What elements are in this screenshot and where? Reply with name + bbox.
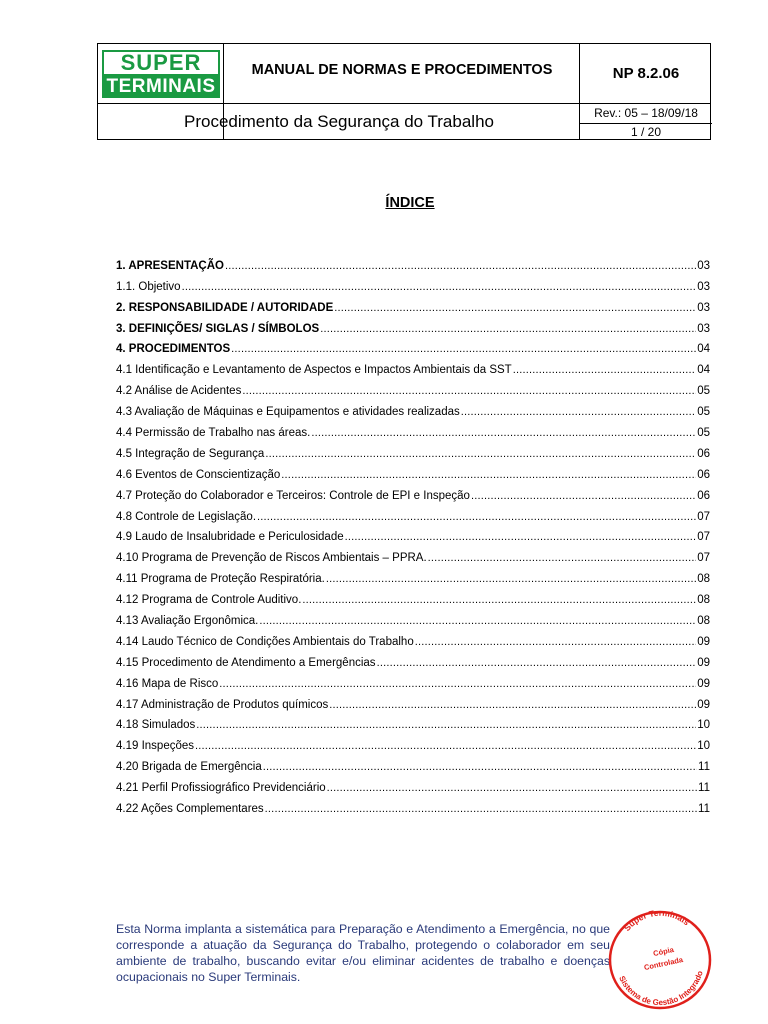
toc-leader-dots	[377, 656, 697, 670]
toc-entry-label: 4.15 Procedimento de Atendimento a Emergências	[116, 656, 376, 669]
toc-entry[interactable]	[116, 795, 710, 816]
toc-entry[interactable]	[116, 461, 710, 482]
footer-description: Esta Norma implanta a sistemática para Preparação e Atendimento a Emergência, no que corresponde a atuação da Segurança do Trabalho, protegendo o colaborador em seu ambiente de trabalho, buscando evitar e/ou eliminar acidentes de trabalho e doenças ocupacionais no Super Terminais.	[116, 922, 610, 984]
toc-entry[interactable]	[116, 440, 710, 461]
toc-leader-dots	[329, 698, 696, 712]
toc-entry-page: 05	[697, 406, 710, 419]
toc-entry[interactable]	[116, 252, 710, 273]
toc-leader-dots	[225, 259, 696, 273]
toc-leader-dots	[345, 530, 697, 544]
toc-leader-dots	[219, 677, 696, 691]
toc-entry-label: 4.21 Perfil Profissiográfico Previdenciário	[116, 782, 326, 795]
toc-entry-label: 4.9 Laudo de Insalubridade e Periculosidade	[116, 531, 344, 544]
toc-entry[interactable]	[116, 419, 710, 440]
toc-entry-label: 3. DEFINIÇÕES/ SIGLAS / SÍMBOLOS	[116, 322, 320, 335]
toc-entry-label: 4.5 Integração de Segurança	[116, 447, 265, 460]
toc-leader-dots	[428, 551, 697, 565]
toc-entry[interactable]	[116, 753, 710, 774]
toc-entry-label: 4. PROCEDIMENTOS	[116, 343, 231, 356]
toc-entry-page: 08	[697, 573, 710, 586]
toc-leader-dots	[281, 468, 696, 482]
toc-entry[interactable]	[116, 691, 710, 712]
toc-entry-page: 05	[697, 427, 710, 440]
toc-leader-dots	[302, 593, 696, 607]
toc-leader-dots	[334, 301, 696, 315]
toc-entry[interactable]	[116, 336, 710, 357]
toc-entry-page: 03	[697, 301, 710, 314]
toc-leader-dots	[231, 342, 696, 356]
toc-leader-dots	[513, 363, 696, 377]
toc-entry-page: 07	[697, 531, 710, 544]
company-logo	[102, 50, 220, 98]
toc-entry-page: 03	[697, 322, 710, 335]
toc-entry-label: 2. RESPONSABILIDADE / AUTORIDADE	[116, 301, 334, 314]
toc-entry-label: 1.1. Objetivo	[116, 280, 181, 293]
toc-entry-page: 11	[698, 761, 710, 774]
toc-entry-page: 09	[697, 635, 710, 648]
toc-entry-label: 4.14 Laudo Técnico de Condições Ambientais do Trabalho	[116, 635, 414, 648]
toc-entry-page: 04	[697, 364, 710, 377]
toc-entry[interactable]	[116, 524, 710, 545]
toc-entry[interactable]	[116, 586, 710, 607]
toc-entry-page: 05	[697, 385, 710, 398]
toc-entry[interactable]	[116, 774, 710, 795]
toc-entry-label: 4.16 Mapa de Risco	[116, 677, 219, 690]
toc-entry-label: 4.13 Avaliação Ergonômica.	[116, 615, 259, 628]
toc-leader-dots	[320, 322, 696, 336]
toc-leader-dots	[311, 426, 696, 440]
toc-entry-label: 4.18 Simulados	[116, 719, 196, 732]
toc-entry-page: 08	[697, 594, 710, 607]
toc-entry-label: 4.3 Avaliação de Máquinas e Equipamentos e atividades realizadas	[116, 406, 460, 419]
toc-entry-label: 4.8 Controle de Legislação.	[116, 510, 257, 523]
toc-entry-label: 4.17 Administração de Produtos químicos	[116, 698, 329, 711]
toc-entry-page: 08	[697, 615, 710, 628]
toc-leader-dots	[327, 781, 697, 795]
toc-entry-label: 4.4 Permissão de Trabalho nas áreas.	[116, 427, 311, 440]
toc-entry-label: 1. APRESENTAÇÃO	[116, 259, 224, 272]
toc-entry-label: 4.22 Ações Complementares	[116, 803, 264, 816]
controlled-copy-stamp	[604, 904, 714, 1012]
toc-entry-page: 03	[697, 259, 710, 272]
toc-entry[interactable]	[116, 273, 710, 294]
toc-entry[interactable]	[116, 565, 710, 586]
toc-entry-page: 06	[697, 468, 710, 481]
index-title: ÍNDICE	[385, 195, 435, 211]
toc-entry[interactable]	[116, 732, 710, 753]
toc-leader-dots	[471, 489, 696, 503]
toc-entry-label: 4.2 Análise de Acidentes	[116, 385, 242, 398]
toc-leader-dots	[326, 572, 696, 586]
toc-leader-dots	[415, 635, 696, 649]
toc-leader-dots	[461, 405, 696, 419]
toc-entry[interactable]	[116, 356, 710, 377]
toc-entry-label: 4.19 Inspeções	[116, 740, 195, 753]
toc-entry[interactable]	[116, 544, 710, 565]
toc-entry[interactable]	[116, 712, 710, 733]
toc-entry[interactable]	[116, 628, 710, 649]
toc-entry-label: 4.1 Identificação e Levantamento de Aspectos e Impactos Ambientais da SST	[116, 364, 512, 377]
toc-entry-page: 10	[697, 719, 710, 732]
toc-entry-page: 09	[697, 656, 710, 669]
toc-entry-page: 03	[697, 280, 710, 293]
revision-info: Rev.: 05 – 18/09/18	[594, 106, 698, 120]
toc-entry-page: 06	[697, 447, 710, 460]
toc-entry-label: 4.20 Brigada de Emergência	[116, 761, 262, 774]
toc-entry[interactable]	[116, 649, 710, 670]
manual-title: MANUAL DE NORMAS E PROCEDIMENTOS	[251, 62, 553, 78]
document-title: Procedimento da Segurança do Trabalho	[184, 112, 494, 131]
toc-entry-page: 11	[698, 782, 710, 795]
stamp-top-text: Super Terminais	[621, 907, 692, 933]
toc-leader-dots	[265, 802, 697, 816]
toc-entry-label: 4.11 Programa de Proteção Respiratória.	[116, 573, 325, 586]
toc-leader-dots	[242, 384, 696, 398]
toc-entry-label: 4.10 Programa de Prevenção de Riscos Ambientais – PPRA.	[116, 552, 427, 565]
stamp-line1: Cópia	[652, 944, 675, 959]
toc-entry[interactable]	[116, 503, 710, 524]
toc-leader-dots	[257, 510, 696, 524]
stamp-bottom-text: Sistema de Gestão Integrado	[617, 969, 705, 1008]
toc-leader-dots	[195, 739, 696, 753]
page-number: 1 / 20	[630, 125, 662, 139]
toc-entry-label: 4.12 Programa de Controle Auditivo.	[116, 594, 302, 607]
toc-entry[interactable]	[116, 294, 710, 315]
logo-bottom-text: TERMINAIS	[102, 76, 220, 98]
toc-entry-label: 4.7 Proteção do Colaborador e Terceiros: Controle de EPI e Inspeção	[116, 489, 470, 502]
toc-entry[interactable]	[116, 315, 710, 336]
toc-entry-page: 09	[697, 698, 710, 711]
toc-entry-page: 10	[697, 740, 710, 753]
toc-leader-dots	[263, 760, 697, 774]
toc-entry[interactable]	[116, 377, 710, 398]
toc-entry-page: 11	[698, 803, 710, 816]
document-code: NP 8.2.06	[612, 65, 680, 82]
toc-entry-page: 06	[697, 489, 710, 502]
toc-leader-dots	[265, 447, 696, 461]
toc-leader-dots	[196, 718, 696, 732]
stamp-line2: Controlada	[643, 955, 684, 973]
toc-leader-dots	[182, 280, 697, 294]
toc-entry[interactable]	[116, 482, 710, 503]
toc-entry-page: 07	[697, 510, 710, 523]
toc-entry[interactable]	[116, 670, 710, 691]
toc-leader-dots	[259, 614, 696, 628]
toc-entry-page: 04	[697, 343, 710, 356]
table-of-contents	[116, 252, 710, 816]
toc-entry-page: 07	[697, 552, 710, 565]
toc-entry-label: 4.6 Eventos de Conscientização	[116, 468, 281, 481]
toc-entry-page: 09	[697, 677, 710, 690]
logo-top-text: SUPER	[102, 50, 220, 76]
document-header	[97, 43, 711, 140]
toc-entry[interactable]	[116, 398, 710, 419]
toc-entry[interactable]	[116, 607, 710, 628]
